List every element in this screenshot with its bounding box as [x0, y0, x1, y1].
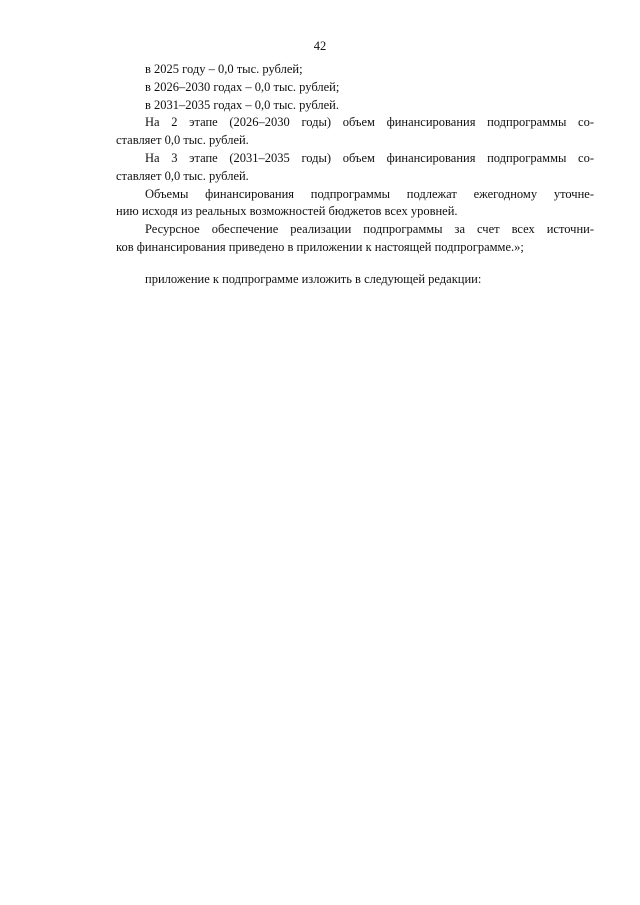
page-number: 42	[313, 39, 327, 53]
resource-provision-paragraph-line-2: ков финансирования приведено в приложении к настоящей подпрограмме.»;	[116, 239, 524, 254]
stage-2-paragraph-line-2: ставляет 0,0 тыс. рублей.	[116, 133, 249, 148]
funding-line-2031-2035: в 2031–2035 годах – 0,0 тыс. рублей.	[145, 97, 339, 112]
appendix-instruction: приложение к подпрограмме изложить в следующей редакции:	[145, 271, 482, 286]
funding-volumes-paragraph-line-1: Объемы финансирования подпрограммы подлежат ежегодному уточне-	[145, 186, 594, 201]
resource-provision-paragraph-line-1: Ресурсное обеспечение реализации подпрограммы за счет всех источни-	[145, 222, 594, 237]
stage-3-paragraph-line-1: На 3 этапе (2031–2035 годы) объем финансирования подпрограммы со-	[145, 150, 594, 165]
funding-line-2026-2030: в 2026–2030 годах – 0,0 тыс. рублей;	[145, 79, 340, 94]
stage-2-paragraph-line-1: На 2 этапе (2026–2030 годы) объем финансирования подпрограммы со-	[145, 115, 594, 130]
document-body	[116, 61, 594, 289]
paragraph-gap	[116, 257, 594, 271]
stage-3-paragraph-line-2: ставляет 0,0 тыс. рублей.	[116, 168, 249, 183]
funding-line-2025: в 2025 году – 0,0 тыс. рублей;	[145, 62, 303, 76]
funding-volumes-paragraph-line-2: нию исходя из реальных возможностей бюджетов всех уровней.	[116, 204, 458, 219]
